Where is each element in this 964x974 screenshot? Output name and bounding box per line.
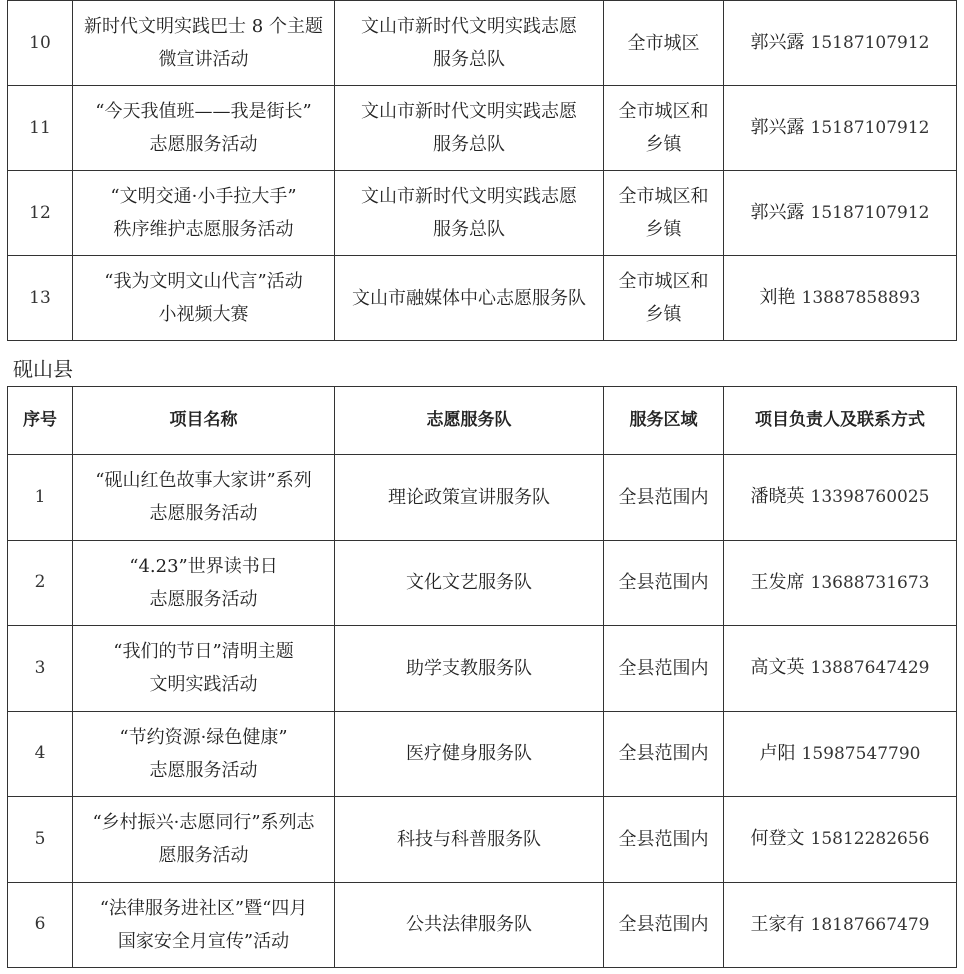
table-body [8,1,957,341]
cell-line: 新时代文明实践巴士 8 个主题 [84,16,323,37]
header-volunteer-team: 志愿服务队 [335,387,604,455]
cell-line: 全市城区和 [618,186,709,207]
cell-volunteer-team [335,455,604,541]
header-service-area: 服务区域 [604,387,724,455]
cell-project-name [73,1,335,86]
cell-contact [724,711,957,797]
table-row [8,626,957,712]
cell-volunteer-team [335,711,604,797]
table-body [8,455,957,968]
table-header-row [8,387,957,455]
cell-no: 5 [8,797,73,883]
cell-line: 文山市融媒体中心志愿服务队 [352,287,586,309]
header-project-name: 项目名称 [73,387,335,455]
cell-line: 科技与科普服务队 [397,828,541,850]
cell-project-name [73,711,335,797]
cell-volunteer-team [335,86,604,171]
contact-name: 刘艳 [759,287,796,308]
cell-line: 全县范围内 [618,486,709,508]
contact-phone: 13887858893 [801,288,921,308]
cell-line: 小视频大赛 [158,304,249,325]
cell-service-area [604,256,724,341]
cell-line: 服务总队 [433,49,505,70]
cell-line: 医疗健身服务队 [406,743,532,765]
cell-line: 全市城区和 [618,101,709,122]
cell-no: 2 [8,540,73,626]
cell-line: 服务总队 [433,134,505,155]
cell-line: “4.23”世界读书日 [129,555,278,577]
table-row [8,1,957,86]
table-row [8,455,957,541]
cell-service-area [604,797,724,883]
cell-contact [724,882,957,968]
table-row [8,797,957,883]
table-row [8,711,957,797]
contact-phone: 13398760025 [810,487,930,508]
contact-phone: 15187107912 [810,118,930,138]
cell-service-area [604,171,724,256]
cell-volunteer-team [335,797,604,883]
volunteer-projects-table-wenshan [7,0,957,341]
cell-line: “今天我值班——我是街长” [95,101,312,122]
table-row [8,86,957,171]
cell-line: “文明交通·小手拉大手” [110,186,297,207]
cell-project-name [73,86,335,171]
cell-project-name [73,256,335,341]
cell-contact [724,256,957,341]
cell-line: 文化文艺服务队 [406,572,532,594]
cell-line: “乡村振兴·志愿同行”系列志 [92,812,315,834]
cell-line: 志愿服务活动 [149,503,258,525]
cell-volunteer-team [335,1,604,86]
cell-line: 志愿服务活动 [149,588,258,610]
contact-name: 郭兴露 [750,117,805,138]
cell-contact [724,540,957,626]
table-row [8,256,957,341]
cell-no: 6 [8,882,73,968]
contact-name: 郭兴露 [750,32,805,53]
volunteer-projects-table-yanshan [7,386,957,968]
cell-service-area [604,711,724,797]
cell-project-name [73,540,335,626]
cell-line: 服务总队 [433,219,505,240]
cell-line: 全市城区 [627,32,700,54]
cell-line: 志愿服务活动 [149,759,258,781]
cell-service-area [604,626,724,712]
cell-line: 乡镇 [645,134,682,155]
cell-no: 10 [8,1,73,86]
cell-project-name [73,626,335,712]
cell-line: 文山市新时代文明实践志愿 [361,16,577,37]
contact-phone: 15187107912 [810,203,930,223]
contact-name: 何登文 [750,828,805,850]
table-row [8,540,957,626]
section-title: 砚山县 [13,357,73,381]
cell-project-name [73,455,335,541]
cell-line: “我们的节日”清明主题 [113,641,294,663]
cell-line: 秩序维护志愿服务活动 [113,219,294,240]
cell-line: 愿服务活动 [158,845,249,867]
contact-name: 卢阳 [759,742,796,764]
cell-line: 全县范围内 [618,828,709,850]
contact-phone: 15187107912 [810,33,930,53]
cell-service-area [604,86,724,171]
cell-contact [724,455,957,541]
cell-volunteer-team [335,882,604,968]
cell-line: 文山市新时代文明实践志愿 [361,101,577,122]
cell-contact [724,1,957,86]
cell-line: 文明实践活动 [149,674,258,696]
contact-name: 郭兴露 [750,202,805,223]
cell-line: “法律服务进社区”暨“四月 [99,897,308,919]
cell-line: 公共法律服务队 [406,914,532,936]
contact-name: 王家有 [750,913,805,935]
contact-phone: 13887647429 [810,658,930,679]
cell-no: 11 [8,86,73,171]
header-contact: 项目负责人及联系方式 [724,387,957,455]
cell-service-area [604,1,724,86]
cell-contact [724,797,957,883]
header-no: 序号 [8,387,73,455]
cell-line: 理论政策宣讲服务队 [388,486,550,508]
cell-line: 全市城区和 [618,271,709,292]
cell-line: 全县范围内 [618,743,709,765]
contact-name: 高文英 [750,657,805,679]
table-row [8,171,957,256]
cell-contact [724,86,957,171]
contact-phone: 13688731673 [810,572,930,593]
cell-line: 乡镇 [645,304,682,325]
cell-project-name [73,797,335,883]
cell-no: 13 [8,256,73,341]
cell-service-area [604,882,724,968]
cell-line: 微宣讲活动 [158,49,249,70]
cell-no: 3 [8,626,73,712]
cell-no: 1 [8,455,73,541]
cell-volunteer-team [335,626,604,712]
cell-volunteer-team [335,540,604,626]
cell-line: 全县范围内 [618,572,709,594]
cell-service-area [604,540,724,626]
cell-no: 12 [8,171,73,256]
cell-line: 国家安全月宣传”活动 [117,930,290,952]
cell-contact [724,626,957,712]
contact-phone: 15987547790 [801,743,921,764]
table-row [8,882,957,968]
cell-no: 4 [8,711,73,797]
cell-line: 全县范围内 [618,914,709,936]
cell-volunteer-team [335,171,604,256]
cell-project-name [73,171,335,256]
cell-service-area [604,455,724,541]
cell-line: 乡镇 [645,219,682,240]
contact-phone: 18187667479 [810,914,930,935]
cell-line: 助学支教服务队 [406,657,532,679]
cell-line: 志愿服务活动 [149,134,258,155]
contact-name: 王发席 [750,571,805,593]
cell-contact [724,171,957,256]
cell-line: “砚山红色故事大家讲”系列 [95,470,312,492]
cell-line: 全县范围内 [618,657,709,679]
cell-line: “节约资源·绿色健康” [119,726,288,748]
cell-line: 文山市新时代文明实践志愿 [361,186,577,207]
cell-volunteer-team [335,256,604,341]
contact-phone: 15812282656 [810,829,930,850]
cell-line: “我为文明文山代言”活动 [104,271,303,292]
contact-name: 潘晓英 [750,486,805,508]
cell-project-name [73,882,335,968]
